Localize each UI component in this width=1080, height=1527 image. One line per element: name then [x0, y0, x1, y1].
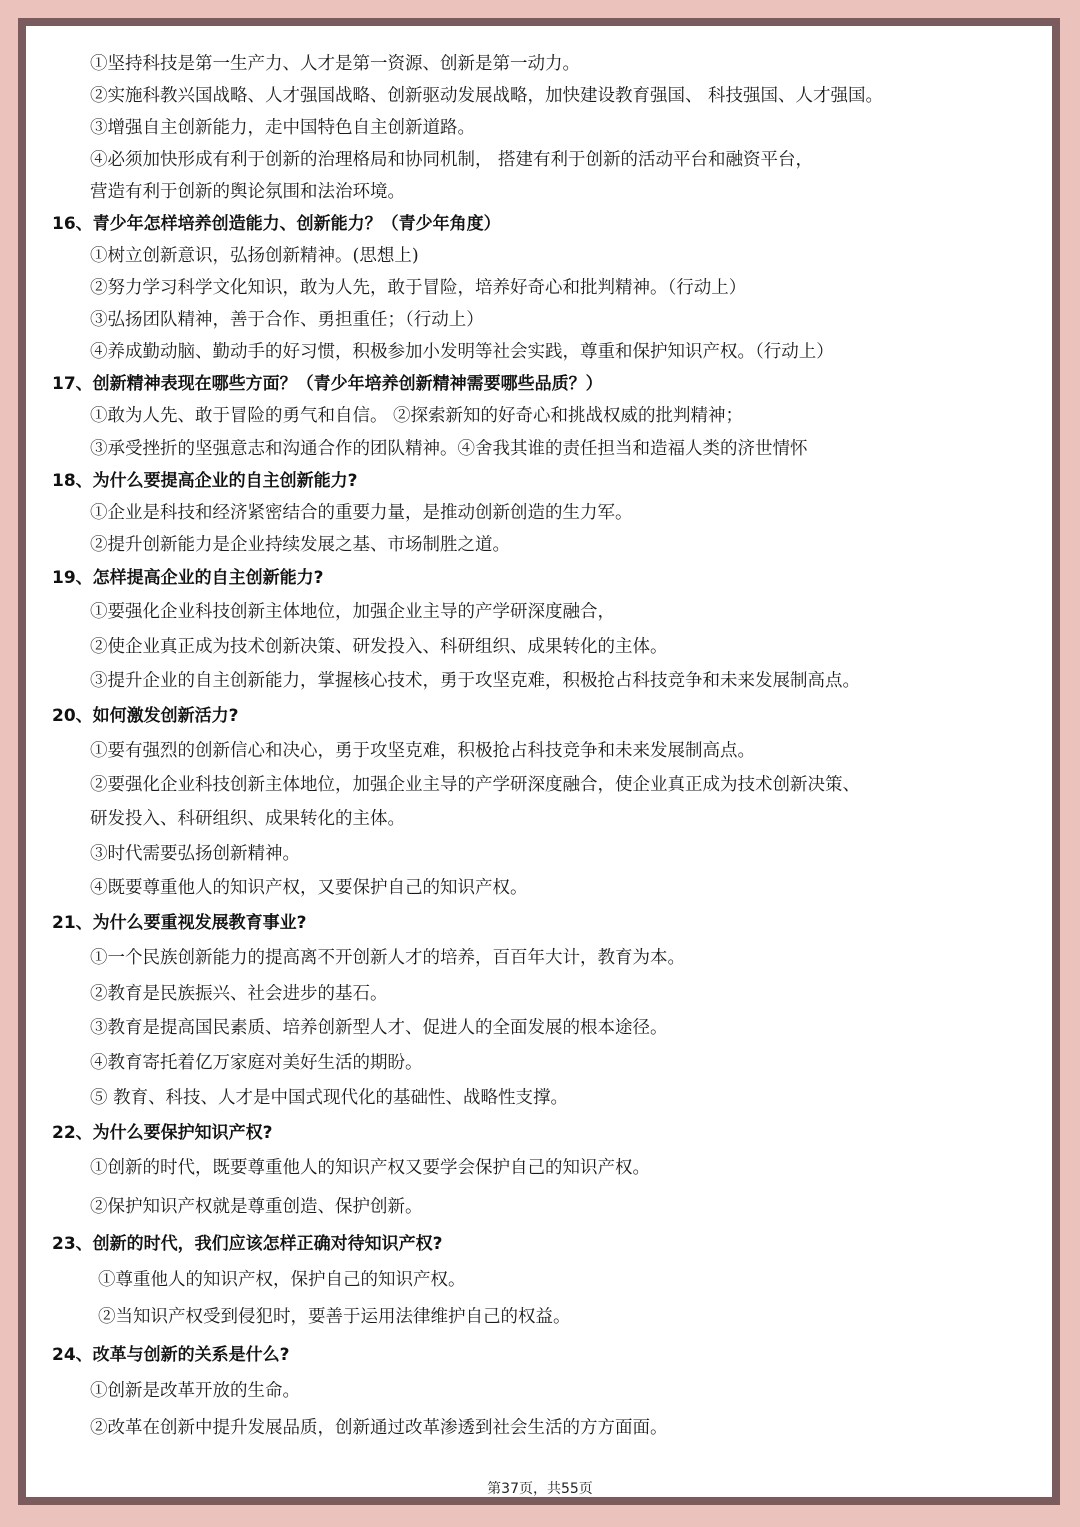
question-heading: 19、怎样提高企业的自主创新能力? — [52, 568, 324, 588]
question-heading: 23、创新的时代，我们应该怎样正确对待知识产权? — [52, 1234, 443, 1254]
answer-line: ④必须加快形成有利于创新的治理格局和协同机制， 搭建有利于创新的活动平台和融资平台， — [90, 150, 814, 170]
answer-line: ①一个民族创新能力的提高离不开创新人才的培养，百百年大计，教育为本。 — [90, 948, 685, 968]
question-heading: 17、创新精神表现在哪些方面？（青少年培养创新精神需要哪些品质？） — [52, 374, 603, 394]
answer-line: ②实施科教兴国战略、人才强国战略、创新驱动发展战略，加快建设教育强国、 科技强国、人才强国。 — [90, 86, 884, 106]
answer-line: ①要强化企业科技创新主体地位，加强企业主导的产学研深度融合， — [90, 602, 615, 622]
answer-line: ①要有强烈的创新信心和决心，勇于攻坚克难，积极抢占科技竞争和未来发展制高点。 — [90, 741, 755, 761]
question-heading: 21、为什么要重视发展教育事业? — [52, 913, 307, 933]
answer-line: ④教育寄托着亿万家庭对美好生活的期盼。 — [90, 1053, 423, 1073]
answer-line: ②当知识产权受到侵犯时，要善于运用法律维护自己的权益。 — [98, 1307, 571, 1327]
answer-line: ③教育是提高国民素质、培养创新型人才、促进人的全面发展的根本途径。 — [90, 1018, 668, 1038]
answer-line: ③承受挫折的坚强意志和沟通合作的团队精神。④舍我其谁的责任担当和造福人类的济世情怀 — [90, 439, 808, 459]
answer-line: 营造有利于创新的舆论氛围和法治环境。 — [90, 182, 405, 202]
answer-line: ②保护知识产权就是尊重创造、保护创新。 — [90, 1197, 423, 1217]
answer-line: ③时代需要弘扬创新精神。 — [90, 844, 300, 864]
answer-line: ①坚持科技是第一生产力、人才是第一资源、创新是第一动力。 — [90, 54, 580, 74]
answer-line: ②教育是民族振兴、社会进步的基石。 — [90, 984, 388, 1004]
answer-line: ④既要尊重他人的知识产权，又要保护自己的知识产权。 — [90, 878, 528, 898]
question-heading: 18、为什么要提高企业的自主创新能力? — [52, 471, 358, 491]
page-number: 第37页，共55页 — [487, 1481, 593, 1497]
question-heading: 22、为什么要保护知识产权? — [52, 1123, 273, 1143]
answer-line: ④养成勤动脑、勤动手的好习惯，积极参加小发明等社会实践，尊重和保护知识产权。（行动上） — [90, 342, 834, 362]
answer-line: ①尊重他人的知识产权，保护自己的知识产权。 — [98, 1270, 466, 1290]
answer-line: ②要强化企业科技创新主体地位，加强企业主导的产学研深度融合，使企业真正成为技术创新决策、 — [90, 775, 860, 795]
answer-line: ②改革在创新中提升发展品质，创新通过改革渗透到社会生活的方方面面。 — [90, 1418, 668, 1438]
answer-line: ①创新是改革开放的生命。 — [90, 1381, 300, 1401]
question-heading: 20、如何激发创新活力? — [52, 706, 239, 726]
answer-line: ①树立创新意识，弘扬创新精神。(思想上) — [90, 246, 419, 266]
answer-line: 研发投入、科研组织、成果转化的主体。 — [90, 809, 405, 829]
question-heading: 16、青少年怎样培养创造能力、创新能力？（青少年角度） — [52, 214, 501, 234]
answer-line: ②提升创新能力是企业持续发展之基、市场制胜之道。 — [90, 535, 510, 555]
answer-line: ③弘扬团队精神，善于合作、勇担重任；（行动上） — [90, 310, 484, 330]
question-heading: 24、改革与创新的关系是什么? — [52, 1345, 290, 1365]
answer-line: ①敢为人先、敢于冒险的勇气和自信。 ②探索新知的好奇心和挑战权威的批判精神； — [90, 406, 744, 426]
answer-line: ①创新的时代，既要尊重他人的知识产权又要学会保护自己的知识产权。 — [90, 1158, 650, 1178]
answer-line: ②努力学习科学文化知识，敢为人先，敢于冒险，培养好奇心和批判精神。（行动上） — [90, 278, 747, 298]
answer-line: ⑤ 教育、科技、人才是中国式现代化的基础性、战略性支撑。 — [90, 1088, 569, 1108]
answer-line: ②使企业真正成为技术创新决策、研发投入、科研组织、成果转化的主体。 — [90, 637, 668, 657]
answer-line: ③提升企业的自主创新能力，掌握核心技术，勇于攻坚克难，积极抢占科技竞争和未来发展制高点。 — [90, 671, 860, 691]
answer-line: ①企业是科技和经济紧密结合的重要力量，是推动创新创造的生力军。 — [90, 503, 633, 523]
answer-line: ③增强自主创新能力，走中国特色自主创新道路。 — [90, 118, 475, 138]
